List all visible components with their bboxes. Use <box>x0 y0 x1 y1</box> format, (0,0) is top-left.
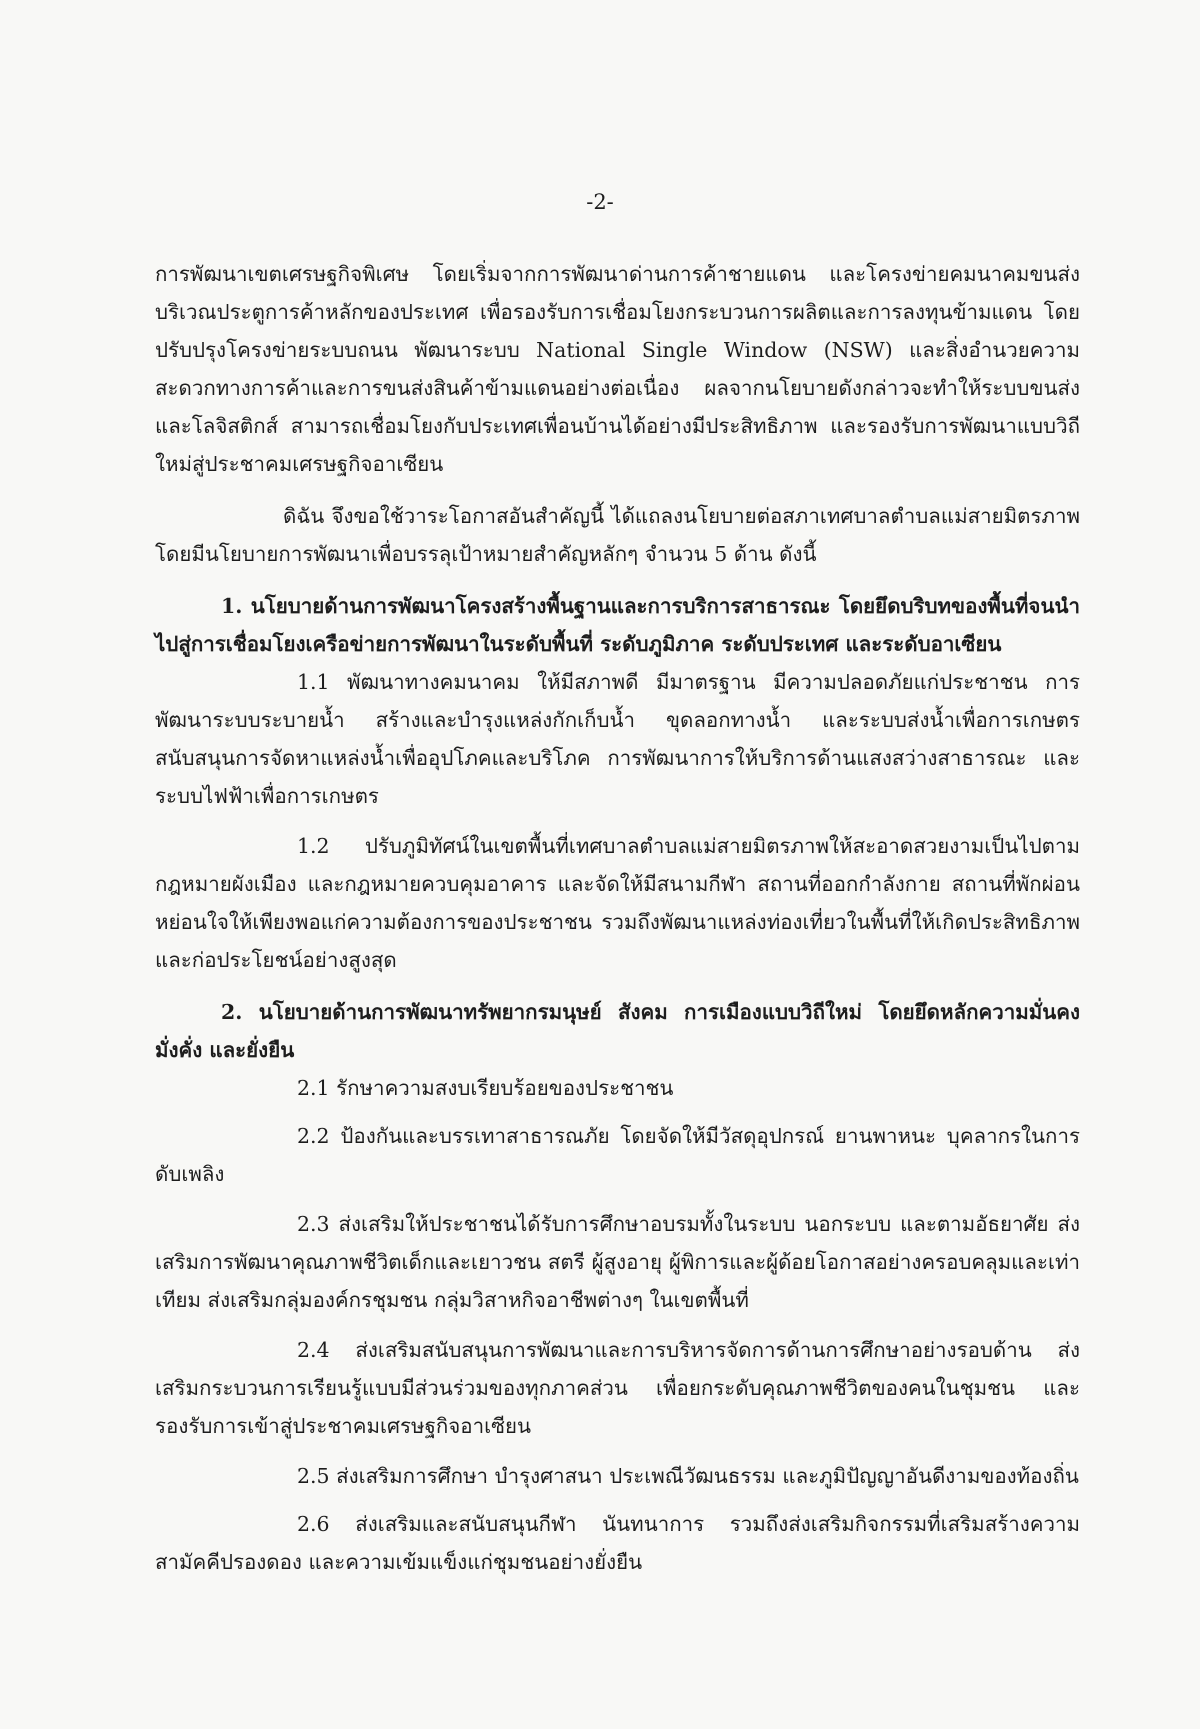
section-2-item-1: 2.1 รักษาความสงบเรียบร้อยของประชาชน <box>297 1076 674 1100</box>
policy-statement-paragraph: ดิฉัน จึงขอใช้วาระโอกาสอันสำคัญนี้ ได้แถลงนโยบายต่อสภาเทศบาลตำบลแม่สายมิตรภาพ โดยมีนโยบายการพัฒนาเพื่อบรรลุเป้าหมายสำคัญหลักๆ จำนวน 5 ด้าน ดังนี้ <box>155 504 1080 566</box>
section-1-heading: 1. นโยบายด้านการพัฒนาโครงสร้างพื้นฐานและการบริการสาธารณะ โดยยึดบริบทของพื้นที่จนนำไปสู่การเชื่อมโยงเครือข่ายการพัฒนาในระดับพื้นที่ ระดับภูมิภาค ระดับประเทศ และระดับอาเซียน <box>155 594 1080 656</box>
section-1-item-1: 1.1 พัฒนาทางคมนาคม ให้มีสภาพดี มีมาตรฐาน มีความปลอดภัยแก่ประชาชน การพัฒนาระบบระบายน้ำ สร้างและบำรุงแหล่งกักเก็บน้ำ ขุดลอกทางน้ำ และระบบส่งน้ำเพื่อการเกษตร สนับสนุนการจัดหาแหล่งน้ำเพื่ออุปโภคและบริโภค การพัฒนาการให้บริการด้านแสงสว่างสาธารณะ และระบบไฟฟ้าเพื่อการเกษตร <box>155 670 1080 808</box>
section-2-item-2: 2.2 ป้องกันและบรรเทาสาธารณภัย โดยจัดให้มีวัสดุอุปกรณ์ ยานพาหนะ บุคลากรในการดับเพลิง <box>155 1124 1080 1186</box>
section-2-item-5: 2.5 ส่งเสริมการศึกษา บำรุงศาสนา ประเพณีวัฒนธรรม และภูมิปัญญาอันดีงามของท้องถิ่น <box>297 1464 1079 1488</box>
section-2-item-4: 2.4 ส่งเสริมสนับสนุนการพัฒนาและการบริหารจัดการด้านการศึกษาอย่างรอบด้าน ส่งเสริมกระบวนการเรียนรู้แบบมีส่วนร่วมของทุกภาคส่วน เพื่อยกระดับคุณภาพชีวิตของคนในชุมชน และรองรับการเข้าสู่ประชาคมเศรษฐกิจอาเซียน <box>155 1338 1080 1438</box>
page-number: -2- <box>586 190 614 214</box>
section-2-heading: 2. นโยบายด้านการพัฒนาทรัพยากรมนุษย์ สังคม การเมืองแบบวิถีใหม่ โดยยึดหลักความมั่นคง มั่งคั่ง และยั่งยืน <box>155 1000 1080 1062</box>
section-1-item-2: 1.2 ปรับภูมิทัศน์ในเขตพื้นที่เทศบาลตำบลแม่สายมิตรภาพให้สะอาดสวยงามเป็นไปตามกฎหมายผังเมือง และกฎหมายควบคุมอาคาร และจัดให้มีสนามกีฬา สถานที่ออกกำลังกาย สถานที่พักผ่อนหย่อนใจให้เพียงพอแก่ความต้องการของประชาชน รวมถึงพัฒนาแหล่งท่องเที่ยวในพื้นที่ให้เกิดประสิทธิภาพและก่อประโยชน์อย่างสูงสุด <box>155 834 1080 972</box>
section-2-item-3: 2.3 ส่งเสริมให้ประชาชนได้รับการศึกษาอบรมทั้งในระบบ นอกระบบ และตามอัธยาศัย ส่งเสริมการพัฒนาคุณภาพชีวิตเด็กและเยาวชน สตรี ผู้สูงอายุ ผู้พิการและผู้ด้อยโอกาสอย่างครอบคลุมและเท่าเทียม ส่งเสริมกลุ่มองค์กรชุมชน กลุ่มวิสาหกิจอาชีพต่างๆ ในเขตพื้นที่ <box>155 1212 1080 1312</box>
page-bottom-space <box>155 1581 1080 1582</box>
section-2-item-6: 2.6 ส่งเสริมและสนับสนุนกีฬา นันทนาการ รวมถึงส่งเสริมกิจกรรมที่เสริมสร้างความสามัคคีปรองดอง และความเข้มแข็งแก่ชุมชนอย่างยั่งยืน <box>155 1512 1080 1574</box>
intro-paragraph: การพัฒนาเขตเศรษฐกิจพิเศษ โดยเริ่มจากการพัฒนาด่านการค้าชายแดน และโครงข่ายคมนาคมขนส่งบริเวณประตูการค้าหลักของประเทศ เพื่อรองรับการเชื่อมโยงกระบวนการผลิตและการลงทุนข้ามแดน โดยปรับปรุงโครงข่ายระบบถนน พัฒนาระบบ National Single Window (NSW) และสิ่งอำนวยความสะดวกทางการค้าและการขนส่งสินค้าข้ามแดนอย่างต่อเนื่อง ผลจากนโยบายดังกล่าวจะทำให้ระบบขนส่งและโลจิสติกส์ สามารถเชื่อมโยงกับประเทศเพื่อนบ้านได้อย่างมีประสิทธิภาพ และรองรับการพัฒนาแบบวิถีใหม่สู่ประชาคมเศรษฐกิจอาเซียน <box>155 262 1080 476</box>
document-body <box>155 255 1080 1582</box>
